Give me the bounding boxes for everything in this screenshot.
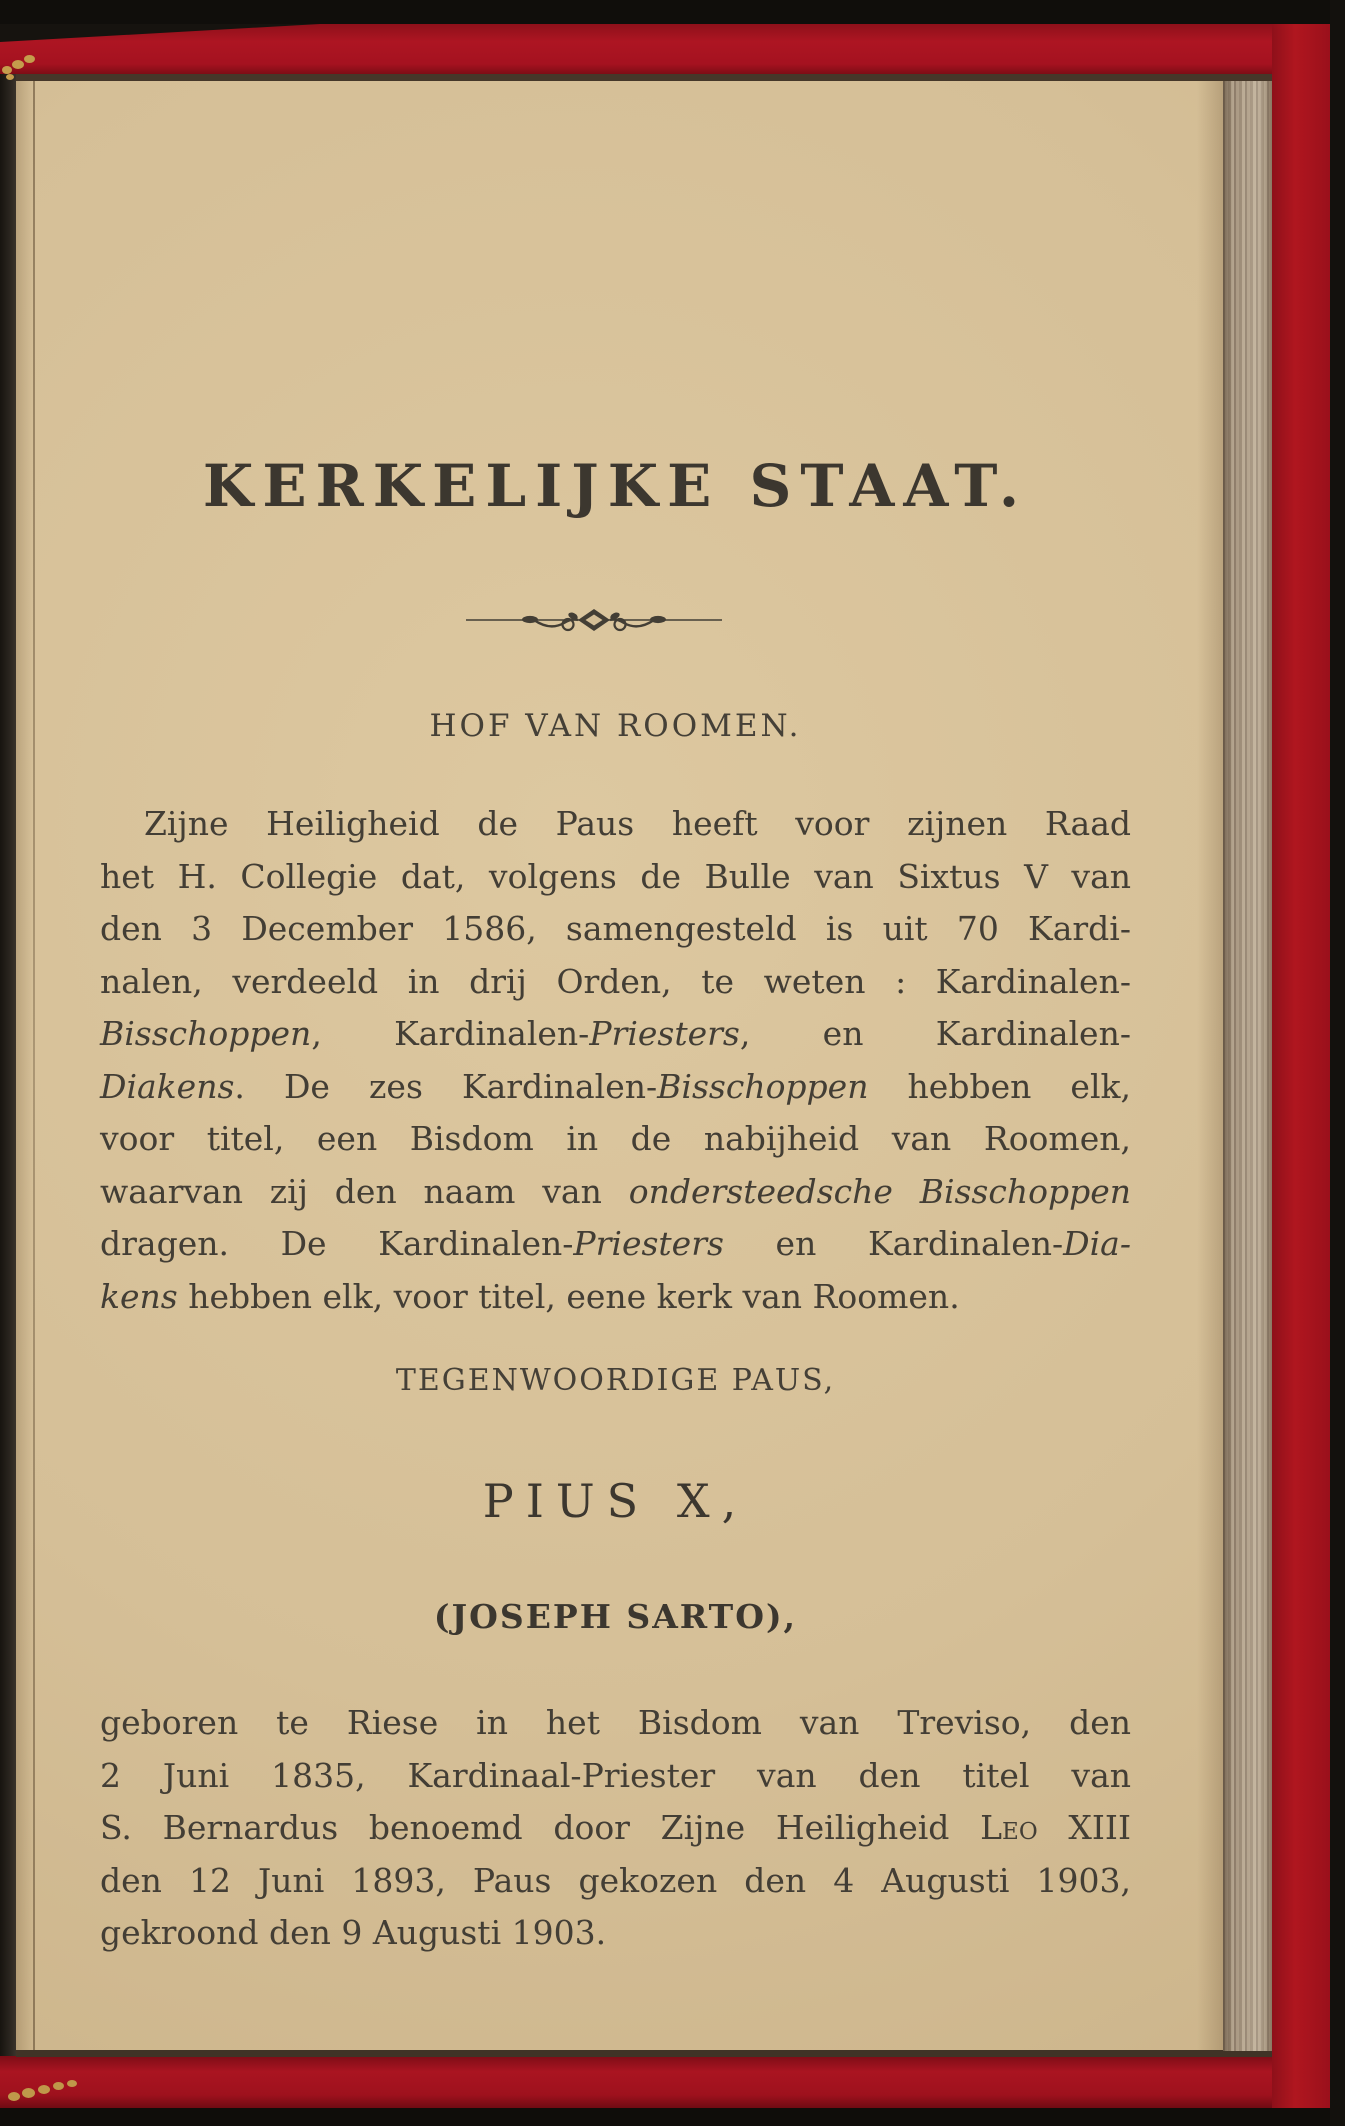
text-line: gekroond den 9 Augusti 1903. — [100, 1913, 607, 1952]
page-title: KERKELIJKE STAAT. — [202, 452, 1029, 520]
pope-birth-name-heading: (JOSEPH SARTO), — [433, 1597, 798, 1636]
book-page — [16, 81, 1223, 2050]
ornamental-flourish-divider-icon — [100, 601, 1131, 637]
text-line: Zijne Heiligheid de Paus heeft voor zijnen Raad — [144, 804, 1131, 843]
gutter-crease-line — [33, 81, 35, 2050]
page-fore-edge-stack — [1223, 81, 1272, 2051]
gold-stamp-fragment-bottom — [8, 2078, 98, 2108]
paragraph-college-of-cardinals — [100, 798, 1131, 1323]
text-line: dragen. De Kardinalen-Priesters en Kardinalen-Dia- — [100, 1224, 1131, 1263]
text-line: voor titel, een Bisdom in de nabijheid van Roomen, — [100, 1119, 1131, 1158]
gold-stamp-fragment-top — [0, 50, 46, 82]
text-line: S. Bernardus benoemd door Zijne Heiligheid Leo XIII — [100, 1808, 1131, 1847]
text-line: den 3 December 1586, samengesteld is uit 70 Kardi- — [100, 909, 1131, 948]
gutter-shading — [16, 81, 34, 2050]
text-line: 2 Juni 1835, Kardinaal-Priester van den titel van — [100, 1755, 1131, 1795]
paragraph-pope-biography — [100, 1697, 1131, 1960]
text-line: den 12 Juni 1893, Paus gekozen den 4 Augusti 1903, — [100, 1860, 1131, 1900]
text-line: kens hebben elk, voor titel, eene kerk van Roomen. — [100, 1276, 960, 1316]
page-bottom-shadow — [16, 2050, 1272, 2057]
background-right — [1330, 0, 1345, 2126]
text-line: het H. Collegie dat, volgens de Bulle van Sixtus V van — [100, 856, 1131, 896]
background-bottom — [0, 2108, 1345, 2126]
text-line: waarvan zij den naam van ondersteedsche Bisschoppen — [100, 1171, 1132, 1211]
text-line: geboren te Riese in het Bisdom van Treviso, den — [100, 1703, 1131, 1742]
book-cover-top-edge — [0, 24, 1330, 74]
text-line: nalen, verdeeld in drij Orden, te weten : Kardinalen- — [100, 961, 1131, 1001]
book-cover-right-edge — [1272, 24, 1330, 2108]
page-right-shading — [1197, 81, 1223, 2050]
page-top-shadow — [16, 74, 1272, 81]
background-top — [0, 0, 1345, 24]
pope-name-heading: PIUS X, — [482, 1474, 749, 1528]
text-line: Bisschoppen, Kardinalen-Priesters, en Kardinalen- — [100, 1014, 1131, 1053]
book-cover-bottom-edge — [0, 2056, 1330, 2108]
subsection-heading: TEGENWOORDIGE PAUS, — [395, 1363, 836, 1398]
text-line: Diakens. De zes Kardinalen-Bisschoppen hebben elk, — [100, 1066, 1131, 1106]
book-spine-edge — [0, 74, 16, 2056]
section-heading: HOF VAN ROOMEN. — [429, 708, 802, 744]
